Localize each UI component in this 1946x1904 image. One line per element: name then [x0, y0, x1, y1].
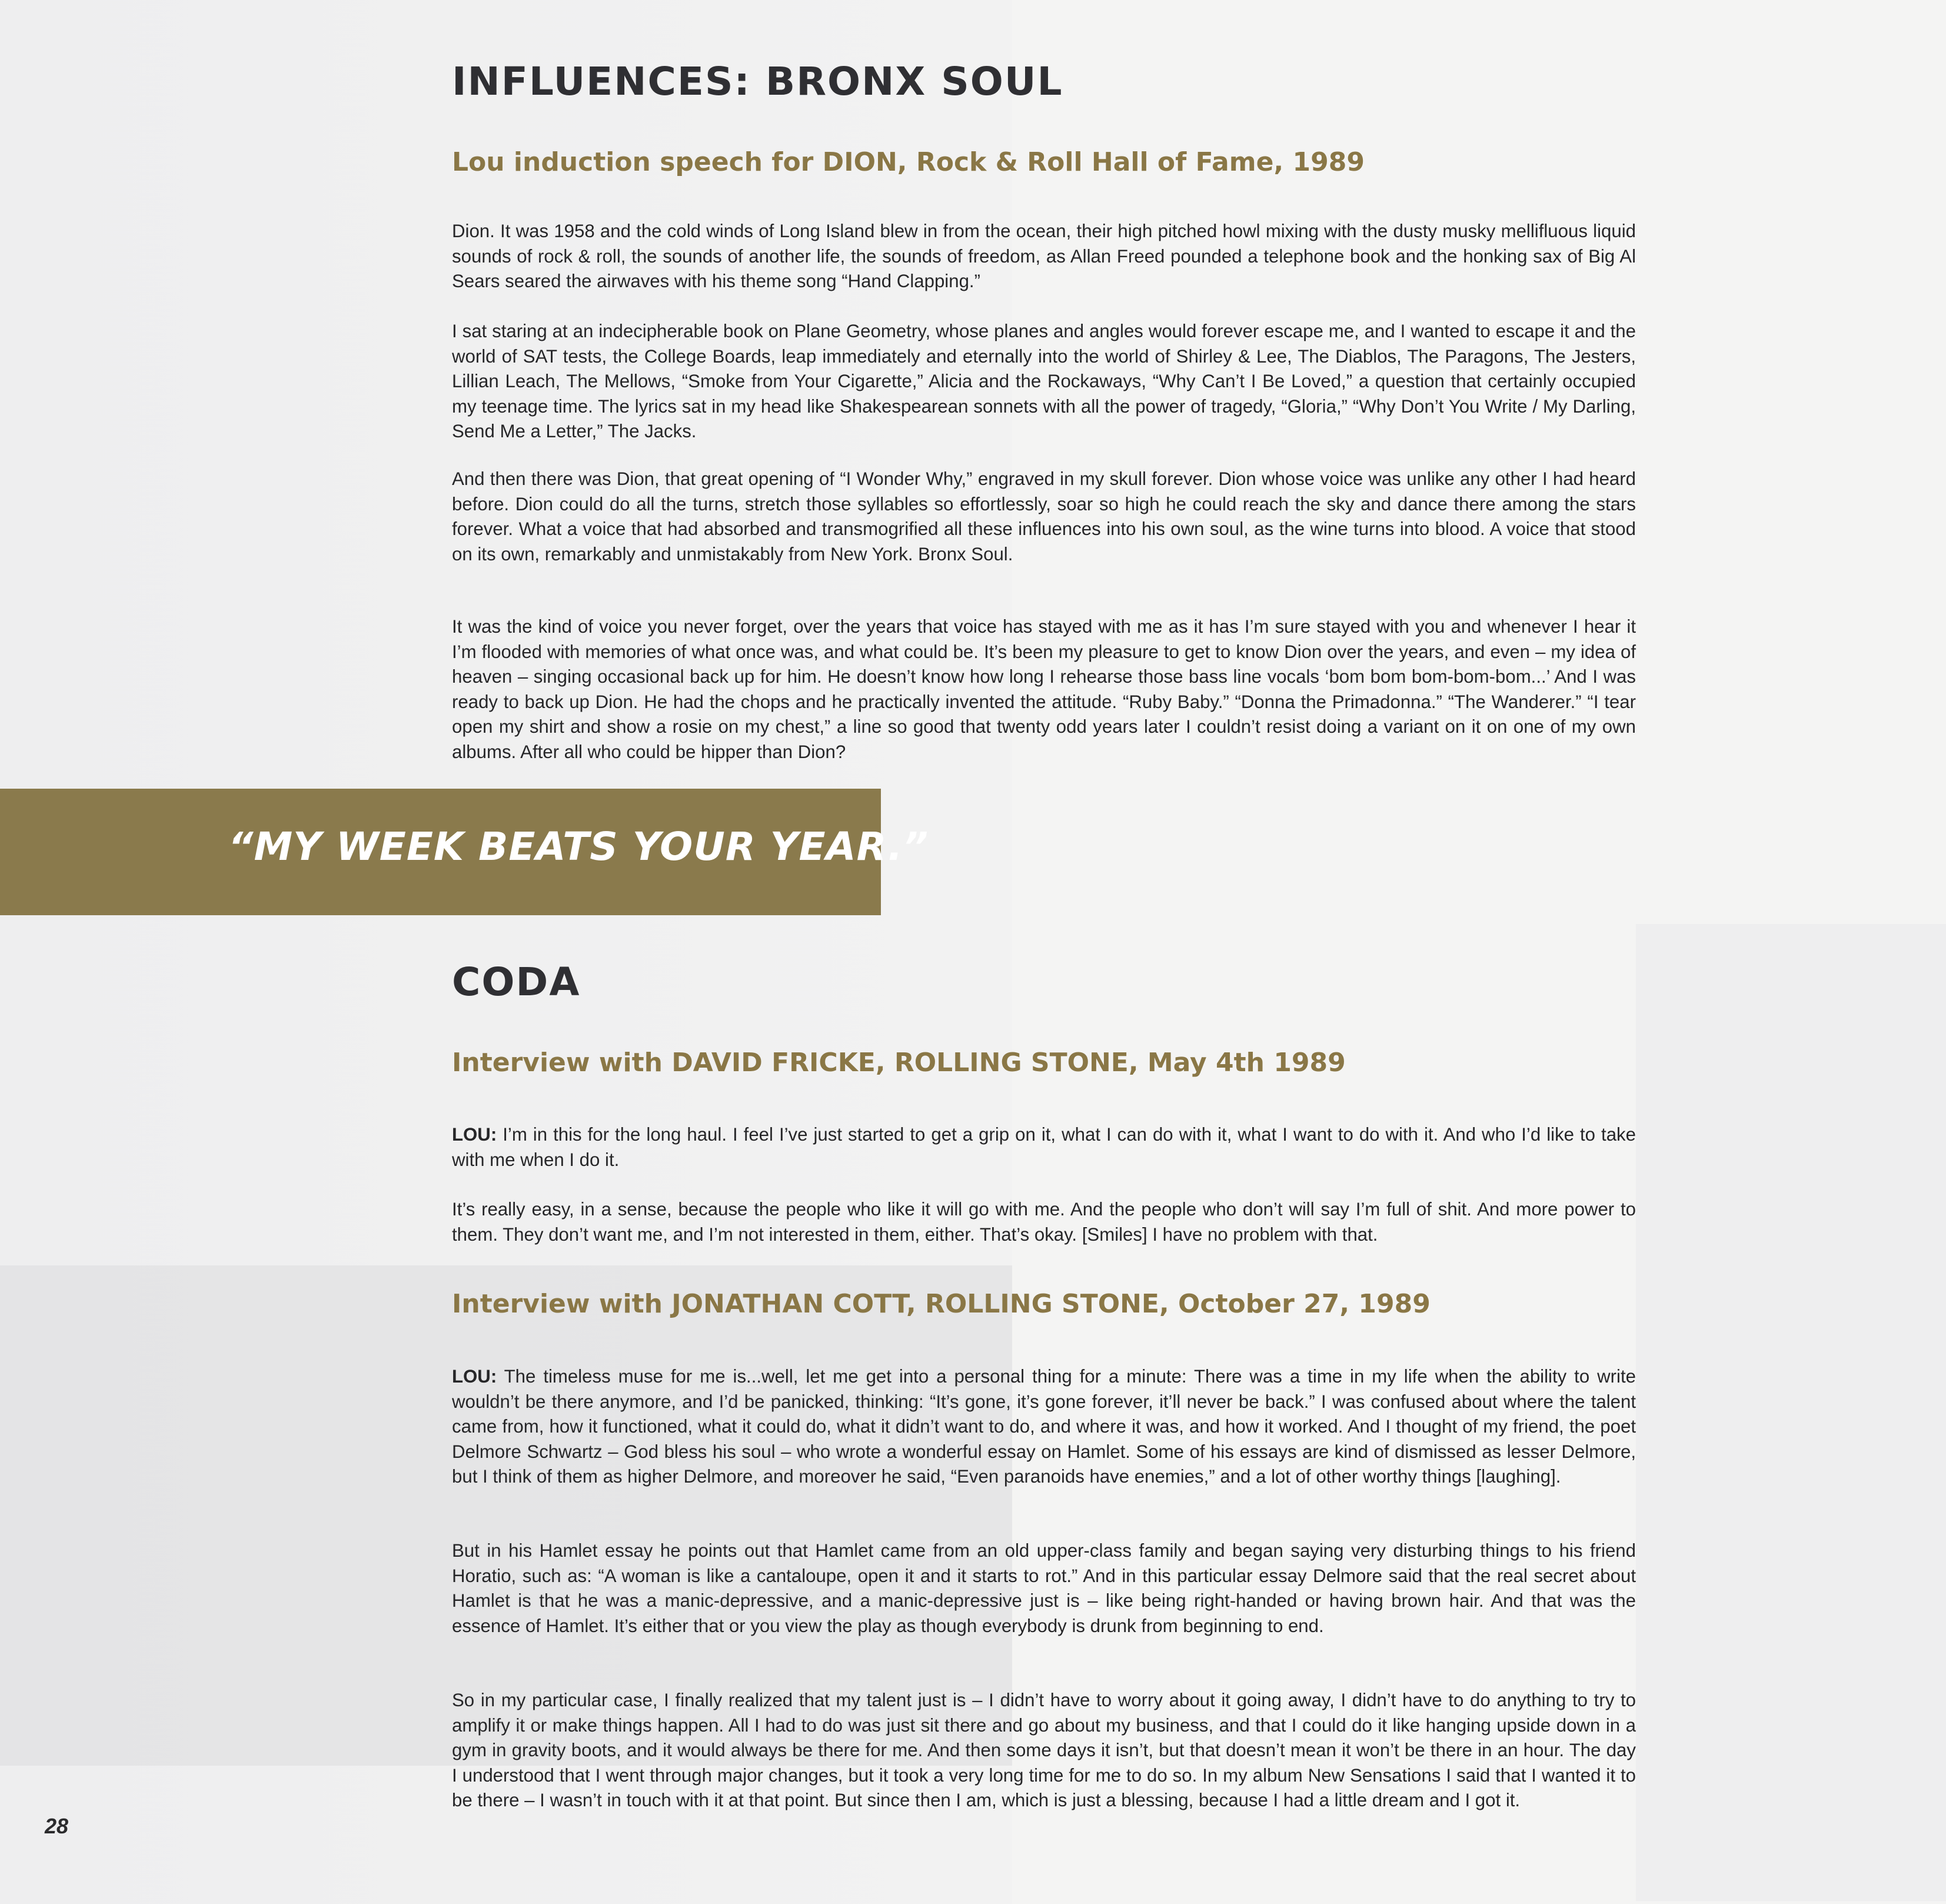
- paragraph-fricke-1-text: I’m in this for the long haul. I feel I’ve just started to get a grip on it, what I can do with it, what I want to do with it. And who I’d like to take with me when I do it.: [452, 1124, 1636, 1170]
- paragraph-cott-2: But in his Hamlet essay he points out that Hamlet came from an old upper-class family and began saying very disturbing things to his friend Horatio, such as: “A woman is like a cantaloupe, open it and it starts to rot.” And in this particular essay Delmore said that the real secret about Hamlet is that he was a manic-depressive, and a manic-depressive just is – like being right-handed or having brown hair. And that was the essence of Hamlet. It’s either that or you view the play as though everybody is drunk from beginning to end.: [452, 1540, 1636, 1636]
- page-number: 28: [45, 1814, 69, 1838]
- paragraph-influences-1: Dion. It was 1958 and the cold winds of Long Island blew in from the ocean, their high pitched howl mixing with the dusty musky mellifluous liquid sounds of rock & roll, the sounds of another life, the sounds of freedom, as Allan Freed pounded a telephone book and the honking sax of Big Al Sears seared the airwaves with his theme song “Hand Clapping.”: [452, 221, 1636, 291]
- paragraph-fricke-1: [452, 1122, 1636, 1172]
- subheading-dion-speech: Lou induction speech for DION, Rock & Roll Hall of Fame, 1989: [452, 147, 1365, 177]
- paragraph-cott-3: So in my particular case, I finally realized that my talent just is – I didn’t have to worry about it going away, I didn’t have to do anything to try to amplify it or make things happen. All I had to do was just sit there and go about my business, and that I could do it like hanging upside down in a gym in gravity boots, and it would always be there for me. And then some days it isn’t, but that doesn’t mean it won’t be there in an hour. The day I understood that I went through major changes, but it took a very long time for me to do so. In my album New Sensations I said that I wanted it to be there – I wasn’t in touch with it at that point. But since then I am, which is just a blessing, because I had a little dream and I got it.: [452, 1690, 1636, 1810]
- section-heading-influences: INFLUENCES: BRONX SOUL: [452, 59, 1063, 104]
- paragraph-influences-2: I sat staring at an indecipherable book on Plane Geometry, whose planes and angles would forever escape me, and I wanted to escape it and the world of SAT tests, the College Boards, leap immediately and eternally into the world of Shirley & Lee, The Diablos, The Paragons, The Jesters, Lillian Leach, The Mellows, “Smoke from Your Cigarette,” Alicia and the Rockaways, “Why Can’t I Be Loved,” a question that certainly occupied my teenage time. The lyrics sat in my head like Shakespearean sonnets with all the power of tragedy, “Gloria,” “Why Don’t You Write / My Darling, Send Me a Letter,” The Jacks.: [452, 321, 1636, 441]
- subheading-fricke-interview: Interview with DAVID FRICKE, ROLLING STONE, May 4th 1989: [452, 1048, 1346, 1078]
- background-show-through-right: [1636, 924, 1946, 1901]
- paragraph-fricke-2: It’s really easy, in a sense, because the people who like it will go with me. And the people who don’t will say I’m full of shit. And more power to them. They don’t want me, and I’m not interested in them, either. That’s okay. [Smiles] I have no problem with that.: [452, 1199, 1636, 1245]
- paragraph-cott-1-text: The timeless muse for me is...well, let me get into a personal thing for a minute: There was a time in my life when the ability to write wouldn’t be there anymore, and I’d be panicked, thinking: “It’s gone, it’s gone forever, it’ll never be back.” I was confused about where the talent came from, how it functioned, what it could do, what it didn’t want to do, and where it was, and how it worked. And I thought of my friend, the poet Delmore Schwartz – God bless his soul – who wrote a wonderful essay on Hamlet. Some of his essays are kind of dismissed as lesser Delmore, but I think of them as higher Delmore, and moreover he said, “Even paranoids have enemies,” and a lot of other worthy things [laughing].: [452, 1366, 1636, 1487]
- paragraph-influences-3: And then there was Dion, that great opening of “I Wonder Why,” engraved in my skull forever. Dion whose voice was unlike any other I had heard before. Dion could do all the turns, stretch those syllables so effortlessly, soar so high he could reach the sky and dance there among the stars forever. What a voice that had absorbed and transmogrified all these influences into his own soul, as the wine turns into blood. A voice that stood on its own, remarkably and unmistakably from New York. Bronx Soul.: [452, 468, 1636, 564]
- speaker-label: LOU:: [452, 1366, 497, 1387]
- subheading-cott-interview: Interview with JONATHAN COTT, ROLLING STONE, October 27, 1989: [452, 1289, 1431, 1319]
- pull-quote-text: “MY WEEK BEATS YOUR YEAR.”: [228, 824, 929, 869]
- section-heading-coda: CODA: [452, 959, 581, 1005]
- speaker-label: LOU:: [452, 1124, 497, 1145]
- paragraph-influences-4: It was the kind of voice you never forget, over the years that voice has stayed with me as it has I’m sure stayed with you and whenever I hear it I’m flooded with memories of what once was, and what could be. It’s been my pleasure to get to know Dion over the years, and even – my idea of heaven – singing occasional back up for him. He doesn’t know how long I rehearse those bass line vocals ‘bom bom bom-bom-bom...’ And I was ready to back up Dion. He had the chops and he practically invented the attitude. “Ruby Baby.” “Donna the Primadonna.” “The Wanderer.” “I tear open my shirt and show a rosie on my chest,” a line so good that twenty odd years later I couldn’t resist doing a variant on it on one of my own albums. After all who could be hipper than Dion?: [452, 616, 1636, 762]
- paragraph-cott-1: [452, 1364, 1636, 1490]
